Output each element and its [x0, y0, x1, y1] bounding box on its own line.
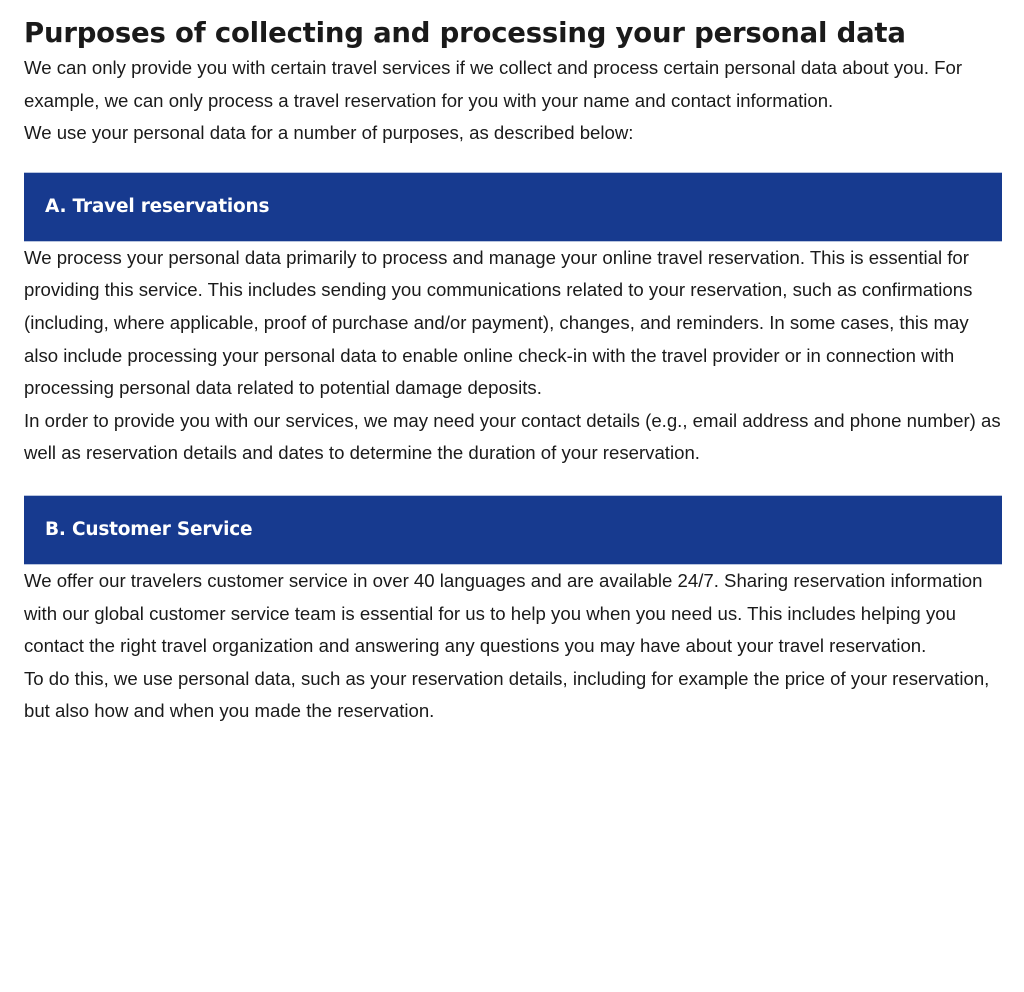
section-travel-reservations — [24, 172, 1002, 470]
section-customer-service — [24, 495, 1002, 728]
section-paragraph: We process your personal data primarily to process and manage your online travel reservation. This is essential for providing this service. This includes sending you communications related to your reservation, such as confirmations (including, where applicable, proof of purchase and/or payment), changes, and reminders. In some cases, this may also include processing your personal data to enable online check-in with the travel provider or in connection with processing personal data related to potential damage deposits. — [24, 246, 973, 399]
purposes-intro-paragraph: We use your personal data for a number of purposes, as described below: — [24, 122, 634, 144]
section-heading: B. Customer Service — [45, 519, 253, 541]
section-heading: A. Travel reservations — [45, 196, 270, 218]
section-paragraph: We offer our travelers customer service in over 40 languages and are available 24/7. Sharing reservation information with our global customer service team is essential for us to help you when you need us. This includes helping you contact the right travel organization and answering any questions you may have about your travel reservation. — [24, 569, 983, 657]
section-paragraph: To do this, we use personal data, such as your reservation details, including for example the price of your reservation, but also how and when you made the reservation. — [24, 667, 990, 722]
section-banner-travel-reservations — [24, 172, 1002, 242]
section-paragraph: In order to provide you with our services, we may need your contact details (e.g., email address and phone number) as well as reservation details and dates to determine the duration of your reservation. — [24, 409, 1001, 464]
page-title: Purposes of collecting and processing your personal data — [24, 17, 906, 49]
section-banner-customer-service — [24, 495, 1002, 565]
intro-paragraph: We can only provide you with certain travel services if we collect and process certain personal data about you. For example, we can only process a travel reservation for you with your name and contact information. — [24, 57, 963, 111]
